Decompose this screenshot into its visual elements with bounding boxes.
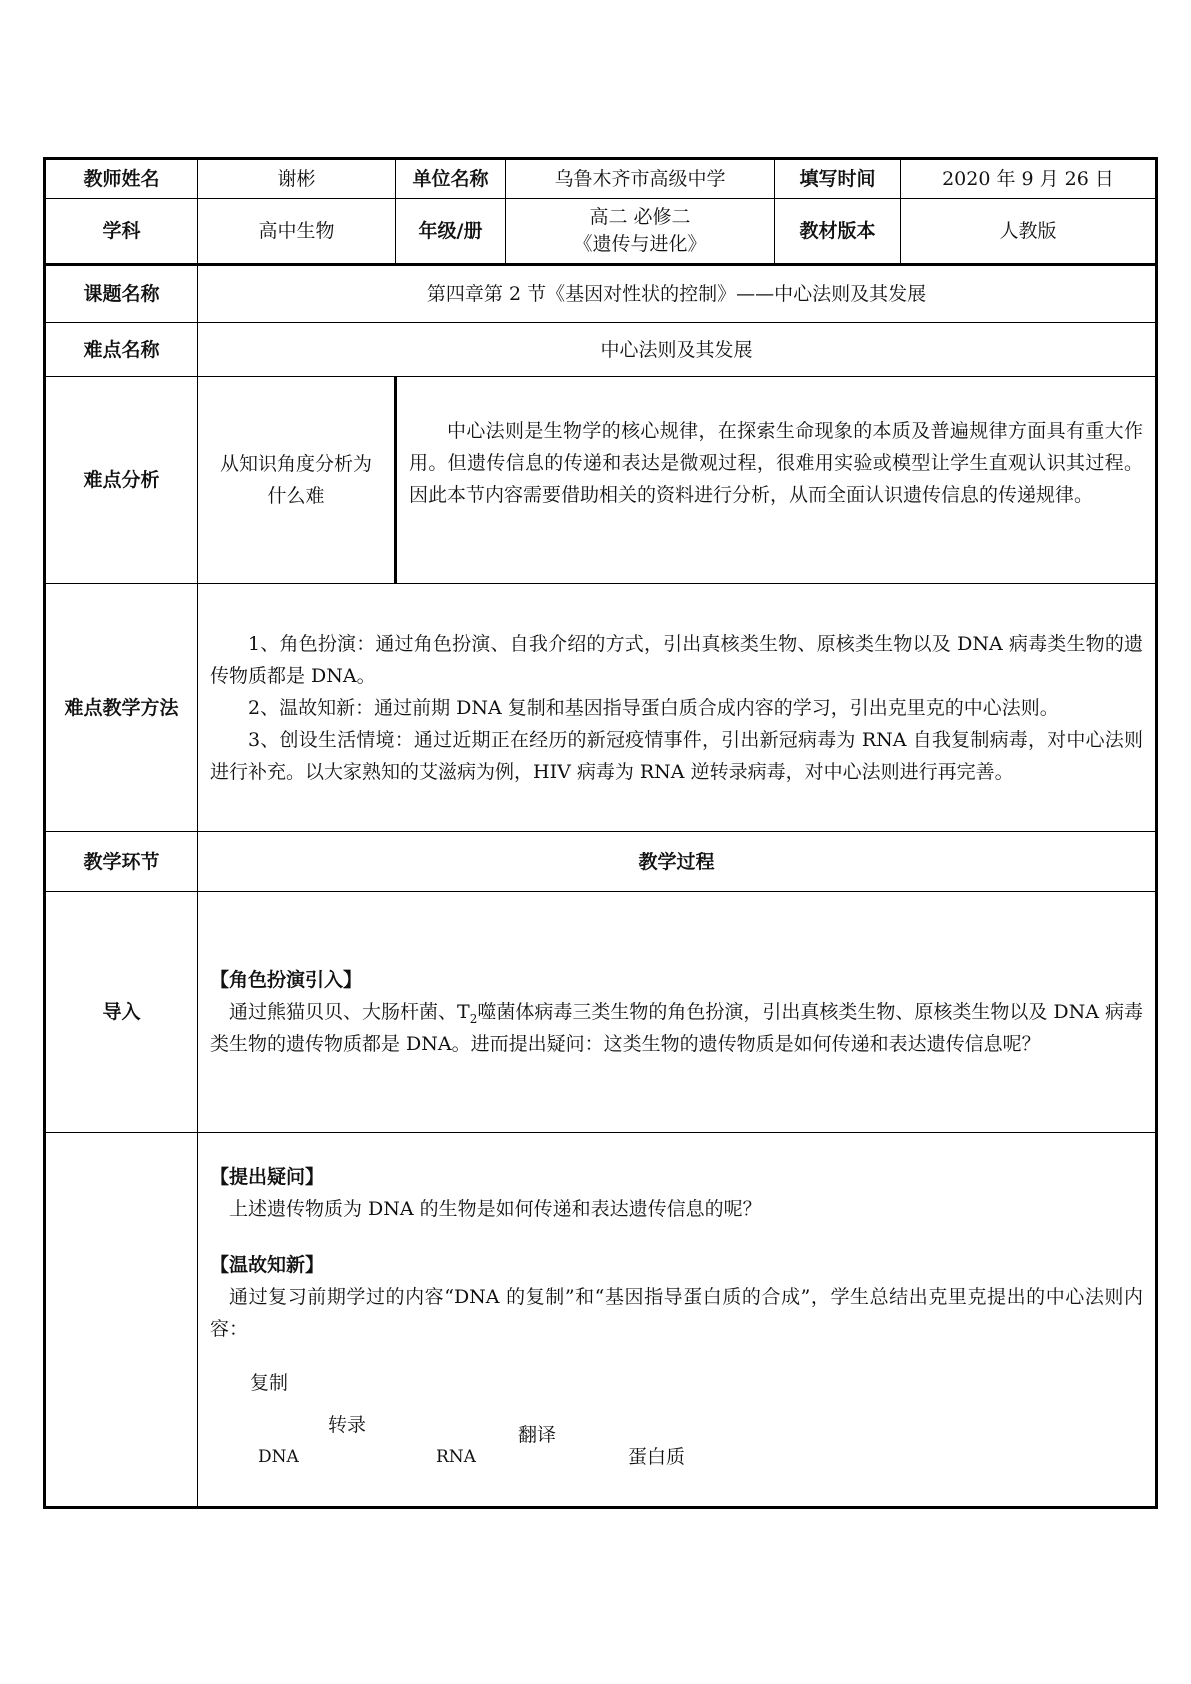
lesson-plan-page [43, 157, 1155, 1509]
central-dogma-diagram [210, 1345, 1143, 1485]
difficulty-label: 难点名称 [45, 323, 198, 377]
grade-value [506, 199, 775, 265]
method-item-1: 1、角色扮演：通过角色扮演、自我介绍的方式，引出真核类生物、原核类生物以及 DNA 病毒类生物的遗传物质都是 DNA。 [210, 632, 1143, 687]
subject-label: 学科 [45, 199, 198, 265]
fill-date-value: 2020 年 9 月 26 日 [901, 159, 1157, 199]
question-content [198, 1133, 1157, 1508]
intro-text-before: 通过熊猫贝贝、大肠杆菌、T [229, 1001, 470, 1023]
analysis-label: 难点分析 [45, 377, 198, 584]
method-list [198, 584, 1157, 832]
grade-value-line1: 高二 必修二 [589, 206, 691, 228]
grade-label: 年级/册 [396, 199, 506, 265]
edition-label: 教材版本 [775, 199, 901, 265]
diagram-transcribe-label: 转录 [328, 1414, 367, 1436]
intro-subscript: 2 [469, 1011, 478, 1026]
grade-value-line2: 《遗传与进化》 [573, 233, 707, 255]
diagram-translate-label: 翻译 [518, 1424, 557, 1446]
process-header-label: 教学过程 [198, 832, 1157, 892]
topic-label: 课题名称 [45, 265, 198, 323]
method-label: 难点教学方法 [45, 584, 198, 832]
intro-heading: 【角色扮演引入】 [210, 969, 363, 991]
review-text: 通过复习前期学过的内容“DNA 的复制”和“基因指导蛋白质的合成”，学生总结出克里克提出的中心法则内容： [210, 1286, 1143, 1340]
difficulty-value: 中心法则及其发展 [198, 323, 1157, 377]
method-item-3: 3、创设生活情境：通过近期正在经历的新冠疫情事件，引出新冠病毒为 RNA 自我复制病毒，对中心法则进行补充。以大家熟知的艾滋病为例，HIV 病毒为 RNA 逆转录病毒，对中心法则进行再完善。 [210, 728, 1143, 783]
topic-value: 第四章第 2 节《基因对性状的控制》——中心法则及其发展 [198, 265, 1157, 323]
analysis-text-cell [396, 377, 1157, 584]
unit-name-label: 单位名称 [396, 159, 506, 199]
subject-value: 高中生物 [198, 199, 396, 265]
diagram-protein-label: 蛋白质 [628, 1446, 686, 1468]
edition-value: 人教版 [901, 199, 1157, 265]
question-stage-label [45, 1133, 198, 1508]
review-heading: 【温故知新】 [210, 1254, 325, 1276]
question-heading: 【提出疑问】 [210, 1166, 325, 1188]
diagram-replicate-label: 复制 [250, 1372, 289, 1394]
stage-header-label: 教学环节 [45, 832, 198, 892]
intro-text-after: 噬菌体病毒三类生物的角色扮演，引出真核类生物、原核类生物以及 DNA 病毒类生物的遗传物质都是 DNA。进而提出疑问：这类生物的遗传物质是如何传递和表达遗传信息呢？ [210, 1001, 1143, 1055]
analysis-sub-label: 从知识角度分析为什么难 [198, 377, 396, 584]
intro-text [210, 996, 1143, 1060]
question-text: 上述遗传物质为 DNA 的生物是如何传递和表达遗传信息的呢？ [229, 1198, 762, 1220]
lesson-plan-table [43, 157, 1158, 1509]
intro-stage-label: 导入 [45, 892, 198, 1133]
intro-content [198, 892, 1157, 1133]
diagram-dna-label: DNA [258, 1447, 299, 1467]
unit-name-value: 乌鲁木齐市高级中学 [506, 159, 775, 199]
method-item-2: 2、温故知新：通过前期 DNA 复制和基因指导蛋白质合成内容的学习，引出克里克的中心法则。 [248, 696, 1059, 719]
analysis-text: 中心法则是生物学的核心规律，在探索生命现象的本质及普遍规律方面具有重大作用。但遗传信息的传递和表达是微观过程，很难用实验或模型让学生直观认识其过程。因此本节内容需要借助相关的资料进行分析，从而全面认识遗传信息的传递规律。 [409, 420, 1143, 506]
teacher-name-value: 谢彬 [198, 159, 396, 199]
teacher-name-label: 教师姓名 [45, 159, 198, 199]
fill-date-label: 填写时间 [775, 159, 901, 199]
diagram-rna-label: RNA [436, 1447, 476, 1467]
